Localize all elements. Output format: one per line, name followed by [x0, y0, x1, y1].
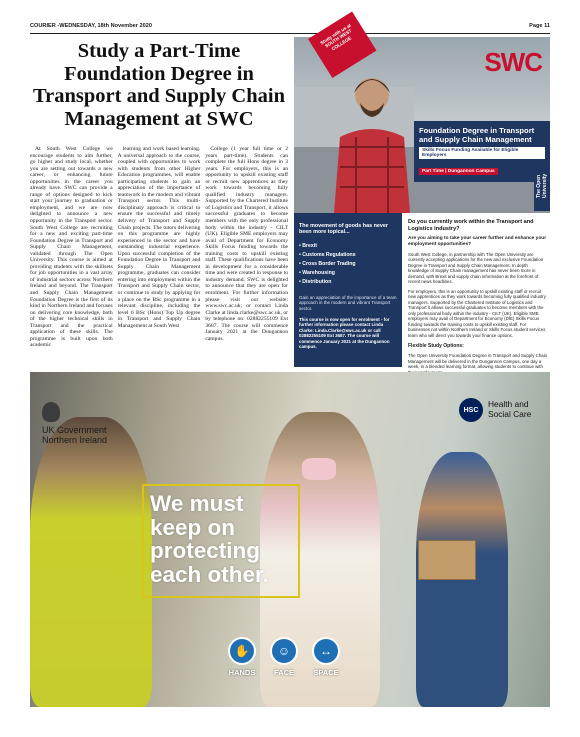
advert-sidebar [294, 213, 402, 367]
uk-government-logo: UK Government Northern Ireland [42, 402, 132, 445]
list-item: • Cross Border Trading [299, 260, 397, 269]
advert-paragraph-2: For employers, this is an opportunity to upskill existing staff or recruit new apprentices as they work towards becoming fully qualified industry managers. Supported by the Chartered Institute of Logistics and Transport it allows successful graduates to become members with the only professional body within the industry - CILT (UK). Eligible SME employers may avail of Department for Economy (DfE) Skills Focus funding towards the training costs to upskill existing staff. For businesses not within Northern Ireland or Skills Focus student services team who will direct you towards your finance options. [408, 288, 546, 338]
study-with-us-tag: Study with us at SOUTH WEST COLLEGE [308, 11, 376, 78]
sidebar-gain: Gain an appreciation of the importance of a team approach in the modern and vibrant Transport sector. [299, 294, 397, 311]
public-health-advert [30, 372, 550, 707]
funding-note: Skills Focus Funding Available for Eligible Employers [419, 147, 545, 159]
safety-icons [228, 637, 340, 677]
masthead-date: COURIER -WEDNESDAY, 18th November 2020 [30, 23, 152, 29]
masthead-rule [30, 33, 550, 34]
course-title-box [414, 121, 550, 182]
parcel-box [418, 540, 476, 580]
face-icon: ☺ [270, 637, 298, 665]
hands-item: ✋ HANDS [228, 637, 256, 677]
advert-main-text [406, 213, 550, 370]
course-title: Foundation Degree in Transport and Supply Chain Management [419, 126, 535, 144]
advert-subquestion: Are you aiming to take your career further and enhance your employment opportunities? [408, 235, 547, 247]
list-item: • Brexit [299, 242, 397, 251]
space-icon: ↔ [312, 637, 340, 665]
worker-figure [30, 417, 152, 707]
article-body [30, 146, 288, 360]
list-item: • Customs Regulations [299, 251, 397, 260]
list-item: • Warehousing [299, 269, 397, 278]
crest-icon [42, 402, 60, 422]
campus-note: Part Time | Dungannon Campus [419, 168, 498, 175]
article-column-2: learning and work based learning. A universal approach to the course, coupled with opportunities to work with students from other Higher Education programmes, will enable participating students to gain an appreciation of the importance of teamwork in the modern and vibrant Transport sector. This multi-disciplinary approach is critical to ensure the successful and timely delivery of Transport and Supply Chain projects. The tutors delivering on this programme are highly experienced in the sector and have outstanding industrial experience. Upon successful completion of the Foundation Degree in Transport and Supply Chain Management programme, graduates can consider entering into employment within the Transport and Supply Chain sector, or continue to study by applying for a place on the BSc programme in a relevant discipline, including the level 6 BSc (Hons) Top Up degree in Transport and Supply Chain Management at South West [117, 146, 201, 329]
hsc-logo: HSC Health and Social Care [459, 398, 536, 422]
advert-paragraph-1: South West College, in partnership with The Open University are currently accepting applications for the new and exclusive Foundation Degree in Transport and Supply Chain Management. In depth knowledge of Supply Chain management has never been more in demand, with Brexit and supply chain information at the forefront of recent news headlines. [408, 251, 544, 285]
slogan: We must keep on protecting each other. [142, 484, 300, 598]
masthead [30, 20, 550, 32]
space-item: ↔ SPACE [312, 637, 340, 677]
page-number: Page 11 [529, 23, 550, 29]
hsc-badge-icon: HSC [459, 398, 483, 422]
flexible-study-title: Flexible Study Options: [408, 343, 464, 350]
sidebar-contact: This course is now open for enrolment - for further information please contact Linda Clarke: Linda.Clarke@swc.ac.uk or call 02882255109 Ext 3687. The course will commence January 2021 at the Dungannon campus. [299, 317, 390, 350]
face-item: ☺ FACE [270, 637, 298, 677]
article-column-3: College (1 year full time or 2 years part-time). Students can complete the full Hons degree in 3 years. For employers, this is an opportunity to upskill existing staff or recruit new apprentices as they work towards becoming fully qualified industry managers. Supported by the Chartered Institute of Logistics and Transport, it allows successful graduates to become members with the only professional body within the industry - CILT (UK). Eligible SME employers may avail of Department for Economy Skills Focus funding towards the training costs to upskill existing staff. These qualifications have been in development for a considerable time and were created in response to industry demand. SWC is delighted to announce that they are open for enrolment. For further information please visit our website: www.swc.ac.uk; or contact Linda Clarke at linda.clarke@swc.ac.uk, or by telephone on: 02882255109 Ext 3687. The course will commence January 2021 at the Dungannon campus. [205, 146, 289, 342]
advert-paragraph-3: The Open University Foundation Degree in Transport and Supply Chain Management will be delivered in the Dungannon Campus, one day a week, in a blended learning format, allowing students to continue with [408, 353, 548, 370]
sidebar-intro: The movement of goods has never been more topical... [299, 223, 388, 236]
hands-icon: ✋ [228, 637, 256, 665]
open-university-logo: The Open University [534, 161, 550, 211]
topic-list [299, 242, 397, 287]
list-item: • Distribution [299, 278, 397, 287]
swc-logo: SWC [484, 47, 542, 77]
article-headline: Study a Part-Time Foundation Degree in Transport and Supply Chain Management at SWC [33, 40, 285, 130]
advert-question: Do you currently work within the Transport and Logistics industry? [408, 219, 534, 232]
face-mask [302, 458, 336, 480]
article-column-1: At South West College we encourage students to aim further, go higher and study local, whether you are setting out towards a new career, or enhancing future opportunities in the career you already have. SWC can provide a range of options designed to kick start your journey to graduation or employment, and we are now delighted to announce a new opportunity in the Transport sector. South West College are recruiting for a new and exciting part-time Foundation Degree in Transport and Supply Chain Management, validated through The Open University. This course is aimed at providing students with the skillsets for job opportunities in a vast array of industrial sectors across Northern Ireland and beyond. The Transport and Supply Chain Management Foundation Degree is the first of its kind in Northern Ireland and focuses on delivering core knowledge, both of the higher technical skills in Transport and the practical application of these skills. The programme is built upon both academic [30, 146, 113, 349]
